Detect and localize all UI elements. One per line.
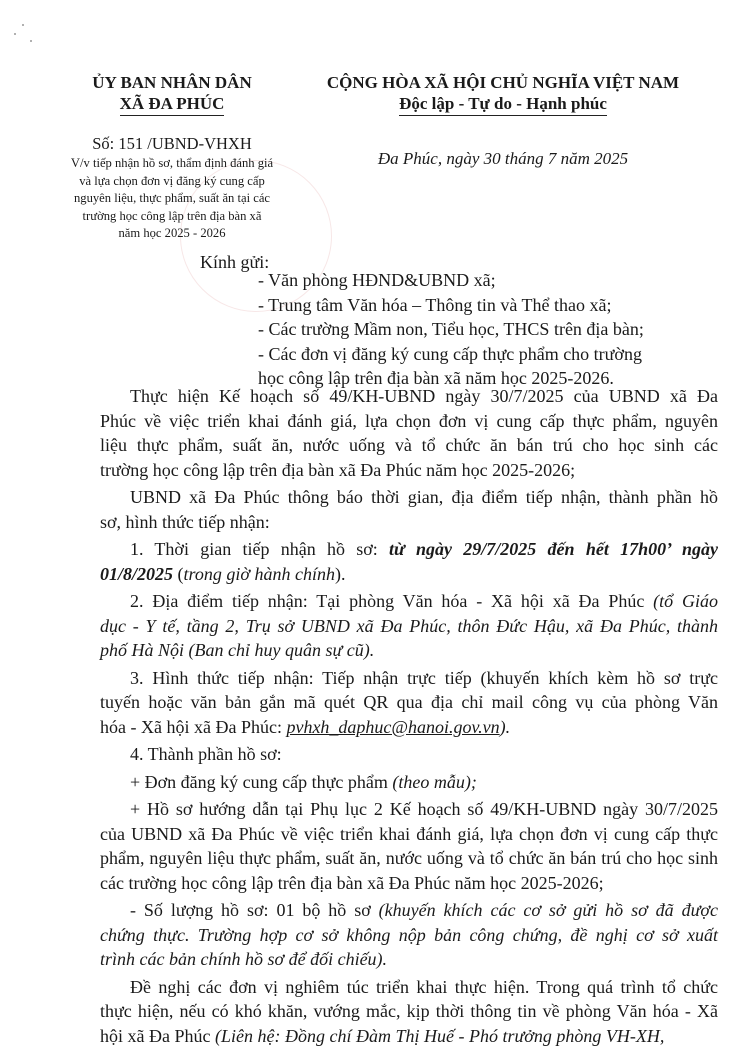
text-segment: từ ngày 29/7/2025 đến hết 17h00’ ngày bbox=[389, 539, 719, 559]
text-segment: hội xã Đa Phúc bbox=[100, 1025, 215, 1046]
text-line bbox=[100, 742, 718, 767]
document-subject bbox=[62, 155, 282, 243]
text-segment: sơ, hình thức tiếp nhận: bbox=[100, 511, 270, 532]
text-segment: Thực hiện Kế hoạch số 49/KH-UBND ngày 30/7/2025 của UBND xã Đa bbox=[130, 386, 718, 406]
text-segment: các trường học công lập trên địa bàn xã Đa Phúc năm học 2025-2026; bbox=[100, 872, 604, 893]
text-line bbox=[100, 923, 718, 948]
text-segment: - Số lượng hồ sơ: 01 bộ hồ sơ bbox=[130, 900, 379, 920]
text-segment: phẩm, nguyên liệu thực phẩm, suất ăn, nước uống và tổ chức ăn bán trú cho học sinh bbox=[100, 848, 718, 868]
text-segment: chứng thực. Trường hợp cơ sở không nộp bản công chứng, đề nghị cơ sở xuất bbox=[100, 924, 718, 945]
subject-line: năm học 2025 - 2026 bbox=[118, 226, 226, 240]
text-segment: 2. Địa điểm tiếp nhận: Tại phòng Văn hóa - Xã hội xã Đa Phúc bbox=[130, 591, 654, 611]
recipient-item: học công lập trên địa bàn xã năm học 2025-2026. bbox=[258, 368, 614, 388]
scan-mark bbox=[30, 40, 32, 42]
text-segment: Đề nghị các đơn vị nghiêm túc triển khai thực hiện. Trong quá trình tổ chức bbox=[130, 976, 718, 997]
text-segment: (theo mẫu); bbox=[392, 771, 477, 792]
text-segment: 1. Thời gian tiếp nhận hồ sơ: bbox=[130, 539, 389, 559]
scan-mark bbox=[14, 33, 16, 35]
text-line bbox=[100, 666, 718, 691]
agency-name: ỦY BAN NHÂN DÂN bbox=[92, 73, 252, 92]
paragraph bbox=[100, 742, 718, 767]
text-line bbox=[100, 562, 718, 587]
text-segment: của UBND xã Đa Phúc về việc triển khai đánh giá, lựa chọn đơn vị cung cấp thực bbox=[100, 823, 718, 844]
text-line bbox=[100, 846, 718, 871]
text-line bbox=[100, 1024, 718, 1049]
recipients-list bbox=[258, 268, 644, 391]
text-segment: (khuyến khích các cơ sở gửi hồ sơ đã được bbox=[378, 900, 718, 920]
paragraph bbox=[100, 589, 718, 663]
recipients-label: Kính gửi: bbox=[200, 252, 270, 272]
text-segment: 3. Hình thức tiếp nhận: Tiếp nhận trực tiếp (khuyến khích kèm hồ sơ trực bbox=[130, 667, 718, 688]
text-segment: trình các bản chính hồ sơ để đối chiếu). bbox=[100, 949, 388, 969]
text-line bbox=[100, 690, 718, 715]
subject-line: V/v tiếp nhận hồ sơ, thẩm định đánh giá bbox=[70, 156, 274, 170]
place-date: Đa Phúc, ngày 30 tháng 7 năm 2025 bbox=[377, 149, 629, 168]
text-line bbox=[100, 715, 718, 740]
paragraph bbox=[100, 797, 718, 895]
nation-title: CỘNG HÒA XÃ HỘI CHỦ NGHĨA VIỆT NAM bbox=[326, 73, 680, 92]
text-segment: UBND xã Đa Phúc thông báo thời gian, địa điểm tiếp nhận, thành phần hồ bbox=[130, 487, 718, 507]
subject-line: và lựa chọn đơn vị đăng ký cung cấp bbox=[79, 173, 265, 188]
text-line bbox=[100, 770, 718, 795]
subject-line: nguyên liệu, thực phẩm, suất ăn tại các bbox=[73, 191, 270, 205]
recipient-item: - Các trường Mầm non, Tiểu học, THCS trên địa bàn; bbox=[258, 319, 644, 339]
text-line bbox=[100, 537, 718, 562]
text-segment: 4. Thành phần hồ sơ: bbox=[130, 744, 282, 764]
text-segment: (Liên hệ: Đồng chí Đàm Thị Huế - Phó trưởng phòng VH-XH, bbox=[214, 1025, 665, 1046]
text-segment: phố Hà Nội (Ban chỉ huy quân sự cũ). bbox=[100, 640, 375, 660]
text-segment: ). bbox=[334, 563, 346, 584]
nation-header bbox=[318, 72, 688, 169]
text-segment: ( bbox=[173, 563, 184, 584]
paragraph bbox=[100, 384, 718, 482]
paragraph bbox=[100, 537, 718, 586]
text-segment: hóa - Xã hội xã Đa Phúc: bbox=[100, 716, 287, 737]
text-segment: ). bbox=[499, 716, 511, 737]
text-segment: tuyến hoặc văn bản gắn mã quét QR qua địa chỉ mail công vụ của phòng Văn bbox=[100, 692, 718, 712]
text-line bbox=[100, 947, 718, 972]
text-line bbox=[100, 797, 718, 822]
text-segment: 01/8/2025 bbox=[100, 563, 174, 584]
text-line bbox=[100, 822, 718, 847]
text-line bbox=[100, 384, 718, 409]
text-line bbox=[100, 485, 718, 510]
paragraph bbox=[100, 770, 718, 795]
text-segment: trong giờ hành chính bbox=[183, 563, 335, 584]
document-body bbox=[100, 384, 718, 1051]
recipient-item: - Văn phòng HĐND&UBND xã; bbox=[258, 270, 496, 290]
nation-motto: Độc lập - Tự do - Hạnh phúc bbox=[399, 93, 607, 116]
text-segment: trường học công lập trên địa bàn xã Đa Phúc năm học 2025-2026; bbox=[100, 459, 576, 480]
paragraph bbox=[100, 485, 718, 534]
paragraph bbox=[100, 898, 718, 972]
text-segment: dục - Y tế, tầng 2, Trụ sở UBND xã Đa Phúc, thôn Đức Hậu, xã Đa Phúc, thành bbox=[100, 615, 718, 636]
text-line bbox=[100, 433, 718, 458]
text-line bbox=[100, 589, 718, 614]
text-segment: + Đơn đăng ký cung cấp thực phẩm bbox=[130, 771, 393, 792]
recipient-item: - Trung tâm Văn hóa – Thông tin và Thể thao xã; bbox=[258, 294, 612, 315]
text-line bbox=[100, 510, 718, 535]
text-line bbox=[100, 898, 718, 923]
document-number: Số: 151 /UBND-VHXH bbox=[92, 134, 252, 153]
text-line bbox=[100, 638, 718, 663]
text-segment: (tổ Giáo bbox=[653, 591, 718, 611]
text-line bbox=[100, 458, 718, 483]
text-segment: thực hiện, nếu có khó khăn, vướng mắc, kịp thời thông tin về phòng Văn hóa - Xã bbox=[100, 1001, 718, 1021]
text-line bbox=[100, 975, 718, 1000]
text-segment: + Hồ sơ hướng dẫn tại Phụ lục 2 Kế hoạch số 49/KH-UBND ngày 30/7/2025 bbox=[130, 799, 718, 819]
text-line bbox=[100, 999, 718, 1024]
recipient-item: - Các đơn vị đăng ký cung cấp thực phẩm cho trường bbox=[258, 343, 642, 364]
paragraph bbox=[100, 975, 718, 1049]
email-link[interactable]: pvhxh_daphuc@hanoi.gov.vn bbox=[286, 716, 500, 737]
agency-header bbox=[62, 72, 282, 243]
paragraph bbox=[100, 666, 718, 740]
text-line bbox=[100, 409, 718, 434]
text-line bbox=[100, 614, 718, 639]
text-line bbox=[100, 871, 718, 896]
text-segment: liệu thực phẩm, suất ăn, nước uống và tổ chức ăn bán trú cho học sinh các bbox=[100, 435, 718, 455]
text-segment: Phúc về việc triển khai đánh giá, lựa chọn đơn vị cung cấp thực phẩm, nguyên bbox=[100, 410, 718, 431]
subject-line: trường học công lập trên địa bàn xã bbox=[82, 208, 262, 223]
agency-commune: XÃ ĐA PHÚC bbox=[120, 93, 225, 116]
scan-mark bbox=[22, 24, 24, 26]
